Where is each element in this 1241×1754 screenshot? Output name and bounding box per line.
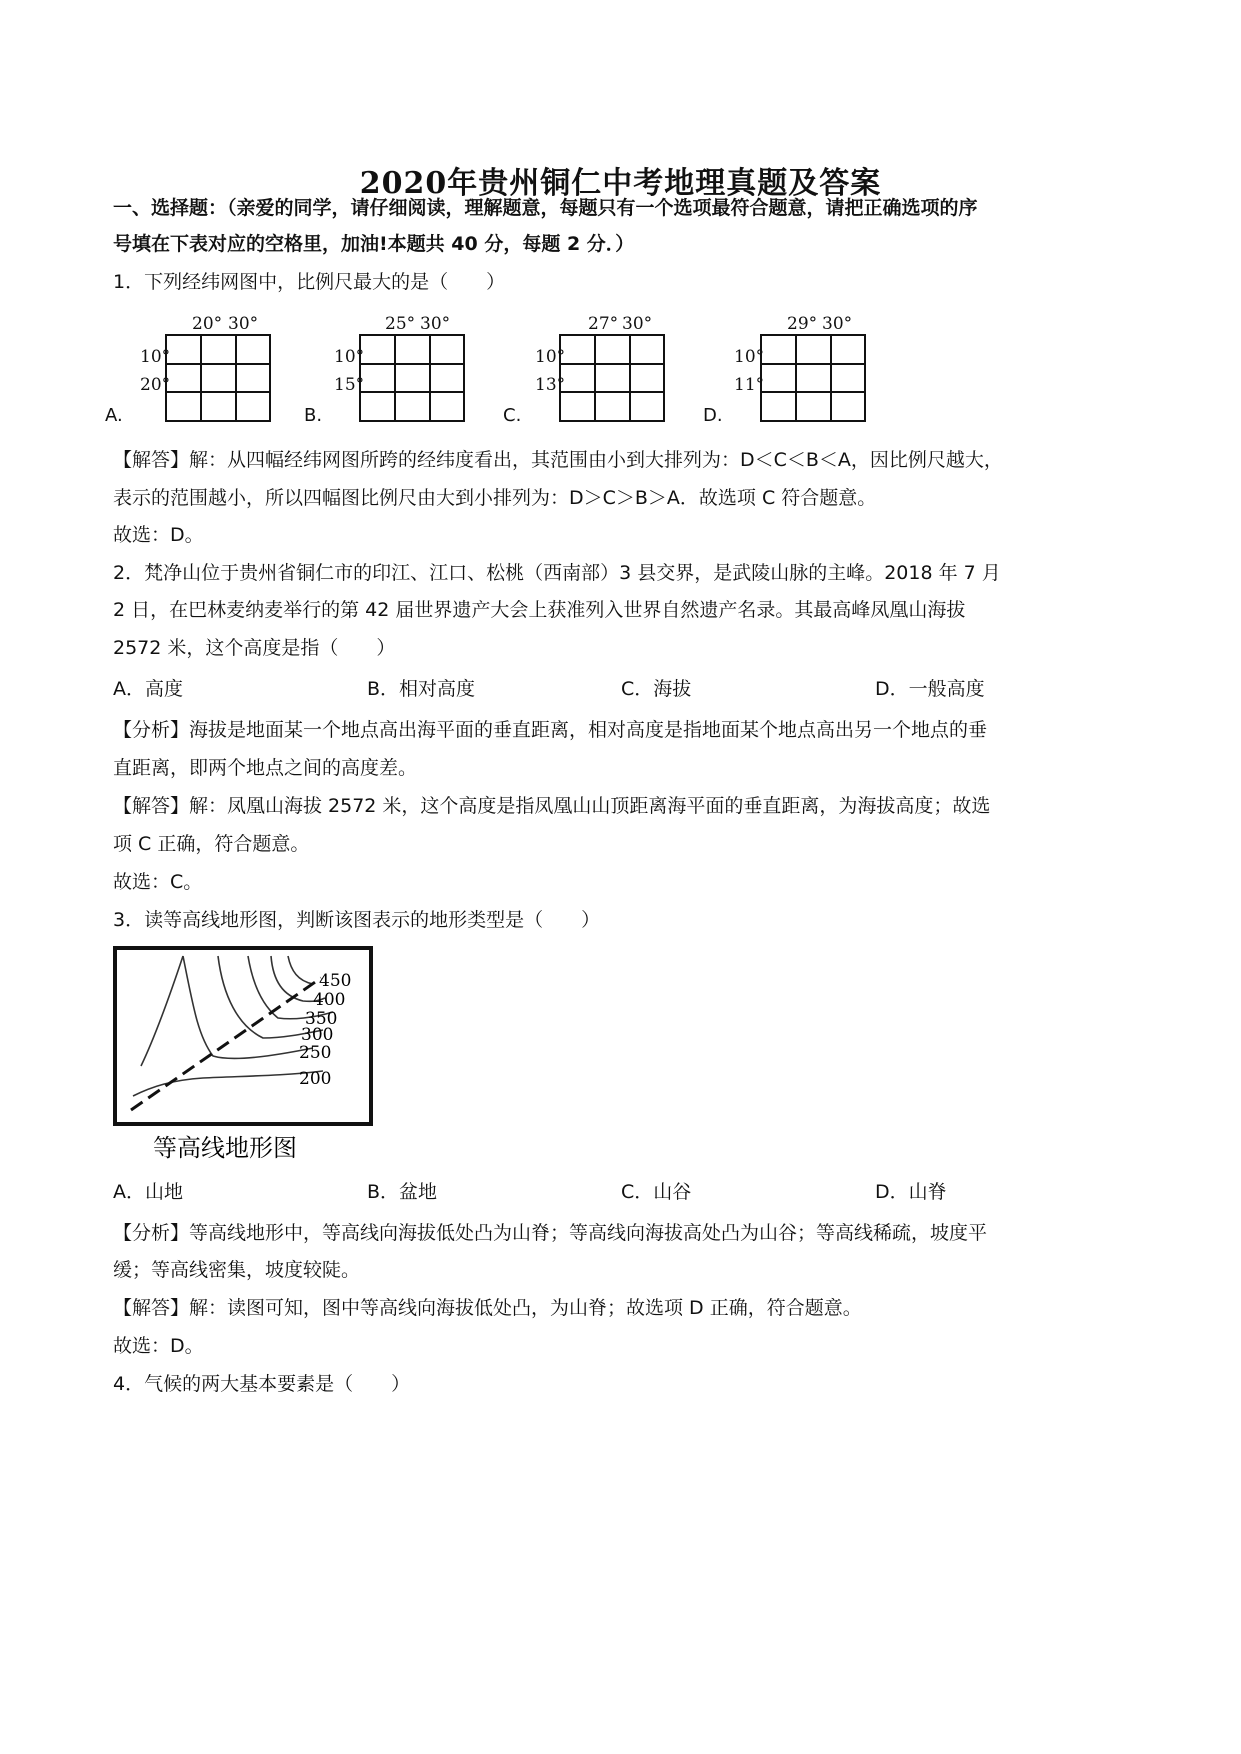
q2-choice: 故选：C。 — [113, 871, 203, 893]
q2-option-b: B．相对高度 — [367, 678, 476, 700]
section-instructions-line2: 号填在下表对应的空格里，加油!本题共 40 分，每题 2 分．） — [113, 233, 635, 255]
q1-answer-line2: 表示的范围越小，所以四幅图比例尺由大到小排列为：D＞C＞B＞A．故选项 C 符合题意。 — [113, 487, 877, 509]
q2-option-c: C．海拔 — [621, 678, 692, 700]
q3-stem: 3．读等高线地形图，判断该图表示的地形类型是（ ） — [113, 909, 601, 931]
q1-c-grid — [559, 334, 665, 422]
q1-a-top-label-2: 30° — [228, 314, 259, 334]
contour-label-250: 250 — [299, 1043, 332, 1063]
q1-a-top-label-1: 20° — [192, 314, 223, 334]
q1-stem: 1．下列经纬网图中，比例尺最大的是（ ） — [113, 271, 506, 293]
q1-answer-line1: 【解答】解：从四幅经纬网图所跨的经纬度看出，其范围由小到大排列为：D＜C＜B＜A，因比例尺越大， — [113, 449, 1003, 471]
q1-c-left-label-1: 10° — [535, 347, 566, 367]
q1-d-top-label-2: 30° — [822, 314, 853, 334]
q4-stem: 4．气候的两大基本要素是（ ） — [113, 1373, 411, 1395]
page-title: 2020年贵州铜仁中考地理真题及答案 — [359, 166, 882, 201]
contour-label-450: 450 — [319, 971, 352, 991]
contour-label-300: 300 — [301, 1025, 334, 1045]
q3-option-a: A．山地 — [113, 1181, 183, 1203]
q1-b-left-label-2: 15° — [334, 375, 365, 395]
contour-label-350: 350 — [305, 1009, 338, 1029]
q2-stem-line3: 2572 米，这个高度是指（ ） — [113, 637, 396, 659]
q2-analysis-line1: 【分析】海拔是地面某一个地点高出海平面的垂直距离，相对高度是指地面某个地点高出另一个地点的垂 — [113, 719, 988, 741]
q3-analysis-line2: 缓；等高线密集，坡度较陡。 — [113, 1259, 361, 1281]
q3-option-c: C．山谷 — [621, 1181, 692, 1203]
q2-answer-line2: 项 C 正确，符合题意。 — [113, 833, 310, 855]
q3-analysis-line1: 【分析】等高线地形中，等高线向海拔低处凸为山脊；等高线向海拔高处凸为山谷；等高线稀疏，坡度平 — [113, 1222, 988, 1244]
q1-b-grid — [359, 334, 465, 422]
q1-a-letter: A. — [105, 405, 123, 426]
q1-c-top-label-2: 30° — [622, 314, 653, 334]
q1-d-left-label-1: 10° — [734, 347, 765, 367]
q1-d-letter: D. — [703, 405, 723, 426]
q1-a-left-label-2: 20° — [140, 375, 171, 395]
q1-b-letter: B. — [304, 405, 323, 426]
q2-stem-line1: 2．梵净山位于贵州省铜仁市的印江、江口、松桃（西南部）3 县交界，是武陵山脉的主峰。2018 年 7 月 — [113, 562, 1001, 584]
map-caption: 等高线地形图 — [153, 1134, 297, 1162]
q3-option-d: D．山脊 — [875, 1181, 947, 1203]
q3-answer: 【解答】解：读图可知，图中等高线向海拔低处凸，为山脊；故选项 D 正确，符合题意。 — [113, 1297, 862, 1319]
q2-option-d: D．一般高度 — [875, 678, 985, 700]
q1-d-grid — [760, 334, 866, 422]
q1-b-top-label-1: 25° — [385, 314, 416, 334]
contour-label-400: 400 — [313, 990, 346, 1010]
q2-stem-line2: 2 日，在巴林麦纳麦举行的第 42 届世界遗产大会上获准列入世界自然遗产名录。其最高峰凤凰山海拔 — [113, 599, 966, 621]
q1-c-letter: C. — [503, 405, 522, 426]
q1-c-left-label-2: 13° — [535, 375, 566, 395]
q1-choice: 故选：D。 — [113, 524, 204, 546]
q3-option-b: B．盆地 — [367, 1181, 438, 1203]
contour-label-200: 200 — [299, 1069, 332, 1089]
q1-d-top-label-1: 29° — [787, 314, 818, 334]
q3-contour-map — [113, 946, 405, 1168]
q1-d-left-label-2: 11° — [734, 375, 765, 395]
q2-answer-line1: 【解答】解：凤凰山海拔 2572 米，这个高度是指凤凰山山顶距离海平面的垂直距离，为海拔高度；故选 — [113, 795, 991, 817]
q1-b-top-label-2: 30° — [420, 314, 451, 334]
q1-a-grid — [165, 334, 271, 422]
q1-a-left-label-1: 10° — [140, 347, 171, 367]
q2-option-a: A．高度 — [113, 678, 183, 700]
q2-analysis-line2: 直距离，即两个地点之间的高度差。 — [113, 757, 418, 779]
q1-c-top-label-1: 27° — [588, 314, 619, 334]
q3-choice: 故选：D。 — [113, 1335, 204, 1357]
q1-b-left-label-1: 10° — [334, 347, 365, 367]
section-instructions-line1: 一、选择题：（亲爱的同学，请仔细阅读，理解题意，每题只有一个选项最符合题意，请把正确选项的序 — [113, 197, 978, 219]
